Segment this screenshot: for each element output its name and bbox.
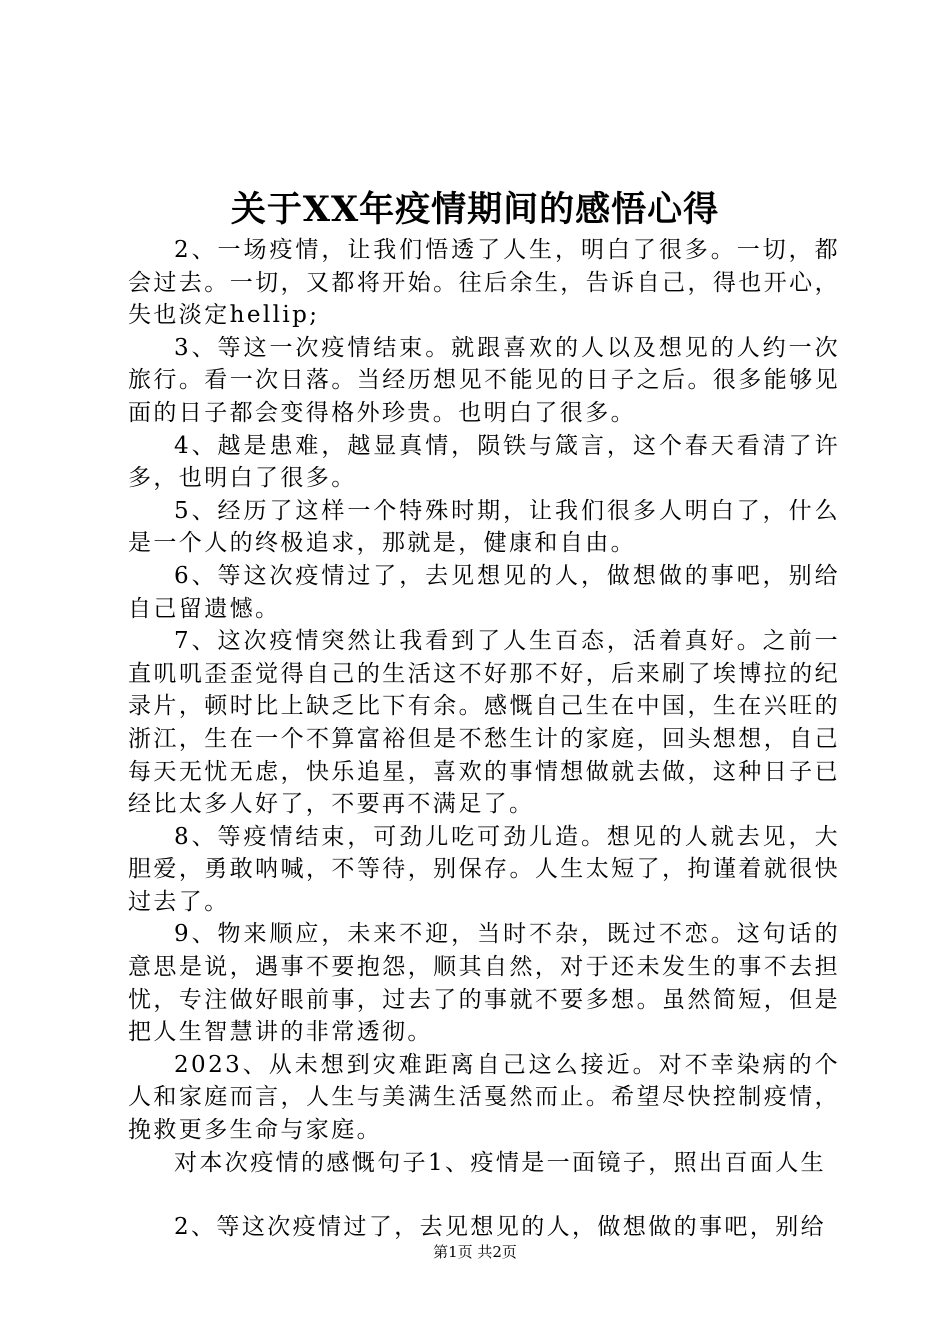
paragraph: 6、等这次疫情过了，去见想见的人，做想做的事吧，别给自己留遗憾。 — [128, 562, 840, 622]
paragraph: 2、一场疫情，让我们悟透了人生，明白了很多。一切，都会过去。一切，又都将开始。往后余生，告诉自己，得也开心，失也淡定hellip; — [128, 237, 840, 329]
paragraph: 3、等这一次疫情结束。就跟喜欢的人以及想见的人约一次旅行。看一次日落。当经历想见不能见的日子之后。很多能够见面的日子都会变得格外珍贵。也明白了很多。 — [128, 334, 840, 426]
paragraph: 2、等这次疫情过了，去见想见的人，做想做的事吧，别给 — [174, 1214, 827, 1241]
paragraph: 7、这次疫情突然让我看到了人生百态，活着真好。之前一直叽叽歪歪觉得自己的生活这不好那不好，后来刷了埃博拉的纪录片，顿时比上缺乏比下有余。感慨自己生在中国，生在兴旺的浙江，生在一个不算富裕但是不愁生计的家庭，回头想想，自己每天无忧无虑，快乐追星，喜欢的事情想做就去做，这种日子已经比太多人好了，不要再不满足了。 — [128, 628, 840, 818]
document-title: 关于XX年疫情期间的感悟心得 — [230, 189, 720, 230]
document-body — [128, 234, 840, 1244]
paragraph: 2023、从未想到灾难距离自己这么接近。对不幸染病的个人和家庭而言，人生与美满生活戛然而止。希望尽快控制疫情，挽救更多生命与家庭。 — [128, 1051, 840, 1144]
paragraph: 对本次疫情的感慨句子1、疫情是一面镜子，照出百面人生 — [174, 1149, 827, 1176]
paragraph: 5、经历了这样一个特殊时期，让我们很多人明白了，什么是一个人的终极追求，那就是，健康和自由。 — [128, 497, 840, 557]
paragraph: 4、越是患难，越显真情，陨铁与箴言，这个春天看清了许多，也明白了很多。 — [128, 432, 840, 492]
paragraph: 9、物来顺应，未来不迎，当时不杂，既过不恋。这句话的意思是说，遇事不要抱怨，顺其自然，对于还未发生的事不去担忧，专注做好眼前事，过去了的事就不要多想。虽然简短，但是把人生智慧讲的非常透彻。 — [128, 921, 840, 1046]
page-footer: 第1页 共2页 — [433, 1243, 517, 1261]
paragraph: 8、等疫情结束，可劲儿吃可劲儿造。想见的人就去见，大胆爱，勇敢呐喊，不等待，别保存。人生太短了，拘谨着就很快过去了。 — [128, 823, 840, 915]
